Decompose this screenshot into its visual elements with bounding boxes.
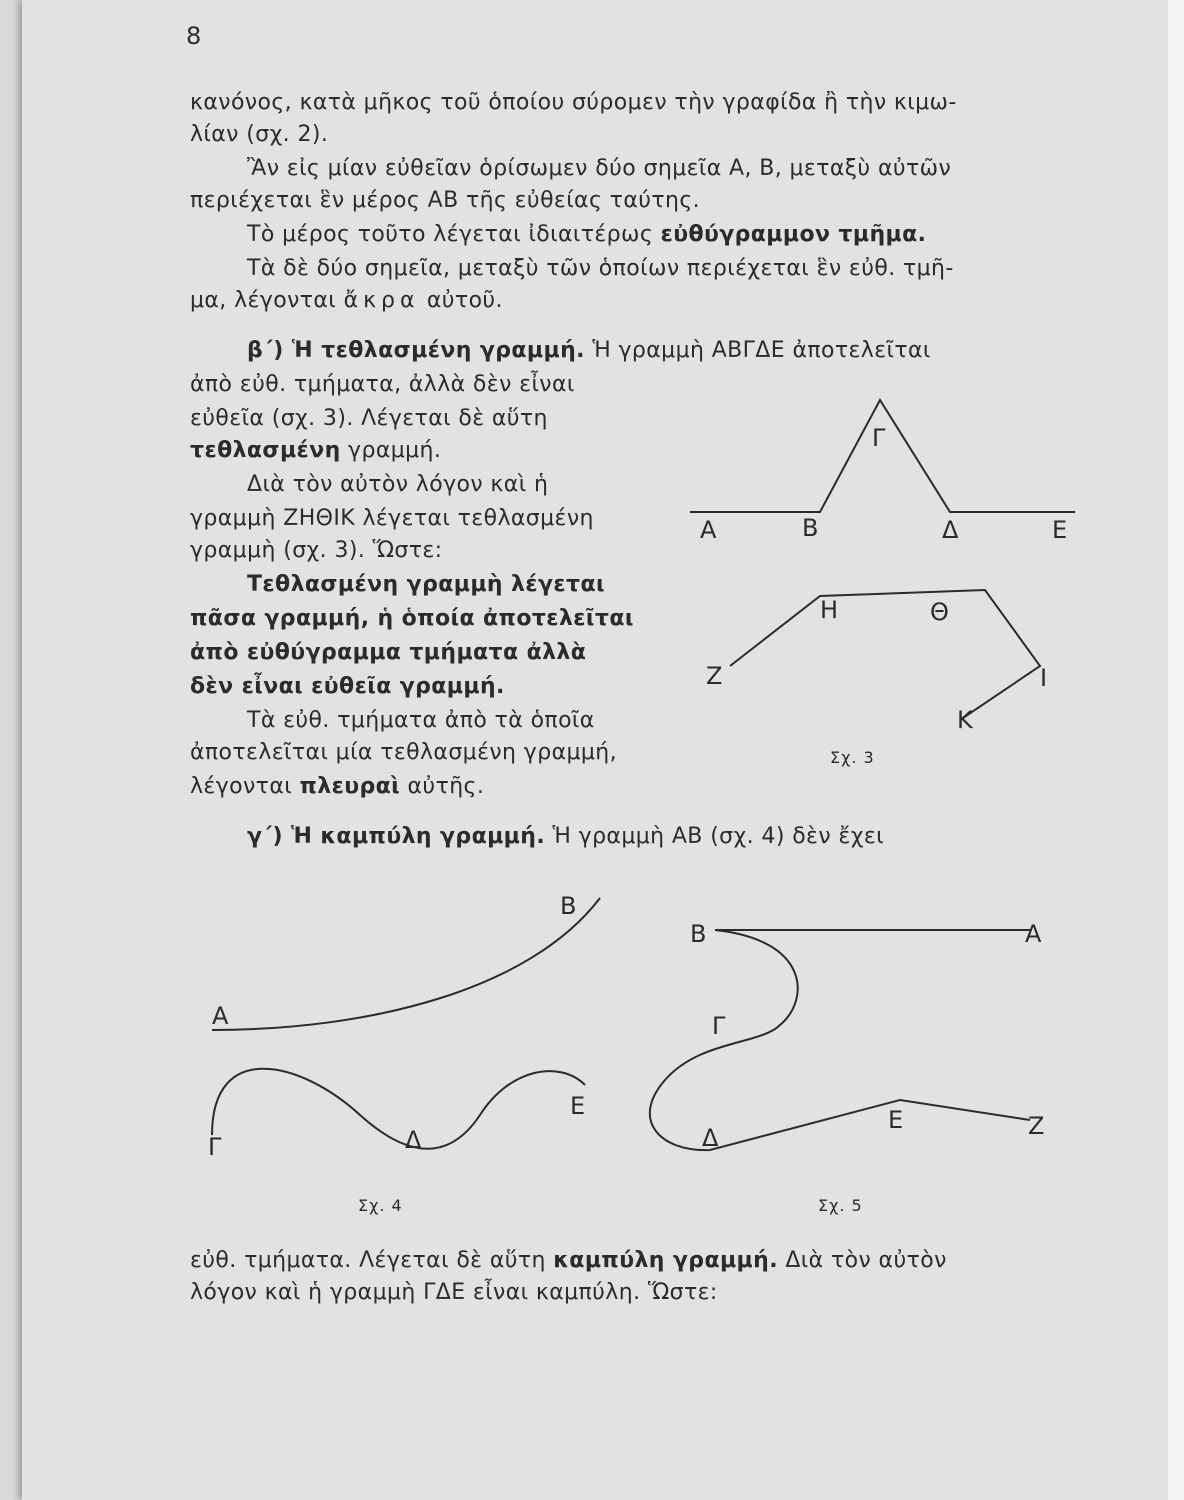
text-line: γραμμὴ ΖΗΘΙΚ λέγεται τεθλασμένη <box>190 506 594 531</box>
definition-line: Τεθλασμένη γραμμὴ λέγεται <box>247 572 605 597</box>
text-span: Ἡ γραμμὴ ΑΒ (σχ. 4) δὲν ἔχει <box>545 824 884 849</box>
fig3-label-i: Ι <box>1040 664 1048 692</box>
fig3-label-b: Β <box>802 514 819 542</box>
text-line: Τὰ εὐθ. τμήματα ἀπὸ τὰ ὁποῖα <box>247 708 595 733</box>
text-line: γραμμὴ (σχ. 3). Ὥστε: <box>190 538 443 563</box>
fig4-label-a: Α <box>212 1002 229 1030</box>
text-span: αὐτῆς. <box>400 774 485 799</box>
page-number: 8 <box>186 22 202 50</box>
text-line: κανόνος, κατὰ μῆκος τοῦ ὁποίου σύρομεν τὴν γραφίδα ἢ τὴν κιμω- <box>190 90 957 115</box>
fig4-caption: Σχ. 4 <box>358 1196 403 1215</box>
text-line: λόγον καὶ ἡ γραμμὴ ΓΔΕ εἶναι καμπύλη. Ὥστε: <box>190 1280 718 1305</box>
fig5-caption: Σχ. 5 <box>818 1196 863 1215</box>
text-line: Διὰ τὸν αὐτὸν λόγον καὶ ἡ <box>247 472 549 497</box>
fig4-label-d: Δ <box>405 1126 422 1154</box>
fig4-curve-ab <box>212 898 600 1030</box>
text-span: λέγονται <box>190 774 300 799</box>
fig4-curve-gde <box>212 1069 585 1149</box>
text-line: Ἂν εἰς μίαν εὐθεῖαν ὁρίσωμεν δύο σημεῖα Α, Β, μεταξὺ αὐτῶν <box>247 156 952 181</box>
text-span: εὐθ. τμήματα. Λέγεται δὲ αὕτη <box>190 1248 554 1273</box>
spaced-term: ἄκρα <box>343 288 420 313</box>
text-span: μα, λέγονται <box>190 288 344 313</box>
fig5-label-z: Ζ <box>1028 1112 1045 1140</box>
fig3-caption: Σχ. 3 <box>830 748 875 767</box>
definition-line: δὲν εἶναι εὐθεῖα γραμμή. <box>190 674 505 699</box>
section-title: β΄) Ἡ τεθλασμένη γραμμή. <box>247 338 585 363</box>
text-line: εὐθεῖα (σχ. 3). Λέγεται δὲ αὕτη <box>190 406 548 431</box>
bold-term: καμπύλη γραμμή. <box>553 1248 778 1273</box>
fig5-label-b: Β <box>690 920 707 948</box>
fig5-label-d: Δ <box>702 1124 719 1152</box>
section-title: γ΄) Ἡ καμπύλη γραμμή. <box>247 824 546 849</box>
fig3-label-a: Α <box>700 516 717 544</box>
text-span: Ἡ γραμμὴ ΑΒΓΔΕ ἀποτελεῖται <box>584 338 931 363</box>
fig4-label-b: Β <box>560 892 577 920</box>
fig3-label-h: Η <box>820 596 839 624</box>
fig5-label-e: Ε <box>888 1106 904 1134</box>
text-span: Τὸ μέρος τοῦτο λέγεται ἰδιαιτέρως <box>247 222 661 247</box>
bold-term: πλευραὶ <box>299 774 401 799</box>
definition-line: ἀπὸ εὐθύγραμμα τμήματα ἀλλὰ <box>190 640 587 665</box>
text-line: λίαν (σχ. 2). <box>190 122 329 147</box>
fig3-label-e: Ε <box>1052 516 1068 544</box>
fig3-label-g: Γ <box>872 424 886 452</box>
fig5-label-g: Γ <box>712 1012 726 1040</box>
text-span: Διὰ τὸν αὐτὸν <box>777 1248 947 1273</box>
fig3-broken-line-zhthik <box>730 590 1040 720</box>
text-line: ἀπὸ εὐθ. τμήματα, ἀλλὰ δὲν εἶναι <box>190 372 575 397</box>
fig5-label-a: Α <box>1025 920 1042 948</box>
definition-line: πᾶσα γραμμή, ἡ ὁποία ἀποτελεῖται <box>190 606 634 631</box>
text-span: αὐτοῦ. <box>419 288 503 313</box>
fig3-label-z: Ζ <box>706 662 723 690</box>
fig3-label-th: Θ <box>930 598 949 626</box>
text-span: γραμμή. <box>340 438 442 463</box>
bold-term: εὐθύγραμμον τμῆμα. <box>660 222 927 247</box>
fig4-label-e: Ε <box>570 1092 586 1120</box>
text-line: ἀποτελεῖται μία τεθλασμένη γραμμή, <box>190 740 618 765</box>
fig3-label-k: Κ <box>957 706 973 734</box>
fig3-broken-line-abgde <box>690 400 1075 512</box>
fig5-curve <box>650 930 1030 1150</box>
text-line: περιέχεται ἓν μέρος ΑΒ τῆς εὐθείας ταύτης. <box>190 188 701 213</box>
fig4-label-g: Γ <box>208 1133 222 1161</box>
fig3-label-d: Δ <box>942 516 959 544</box>
text-line: Τὰ δὲ δύο σημεῖα, μεταξὺ τῶν ὁποίων περιέχεται ἓν εὐθ. τμῆ- <box>247 256 954 281</box>
bold-term: τεθλασμένη <box>190 438 341 463</box>
